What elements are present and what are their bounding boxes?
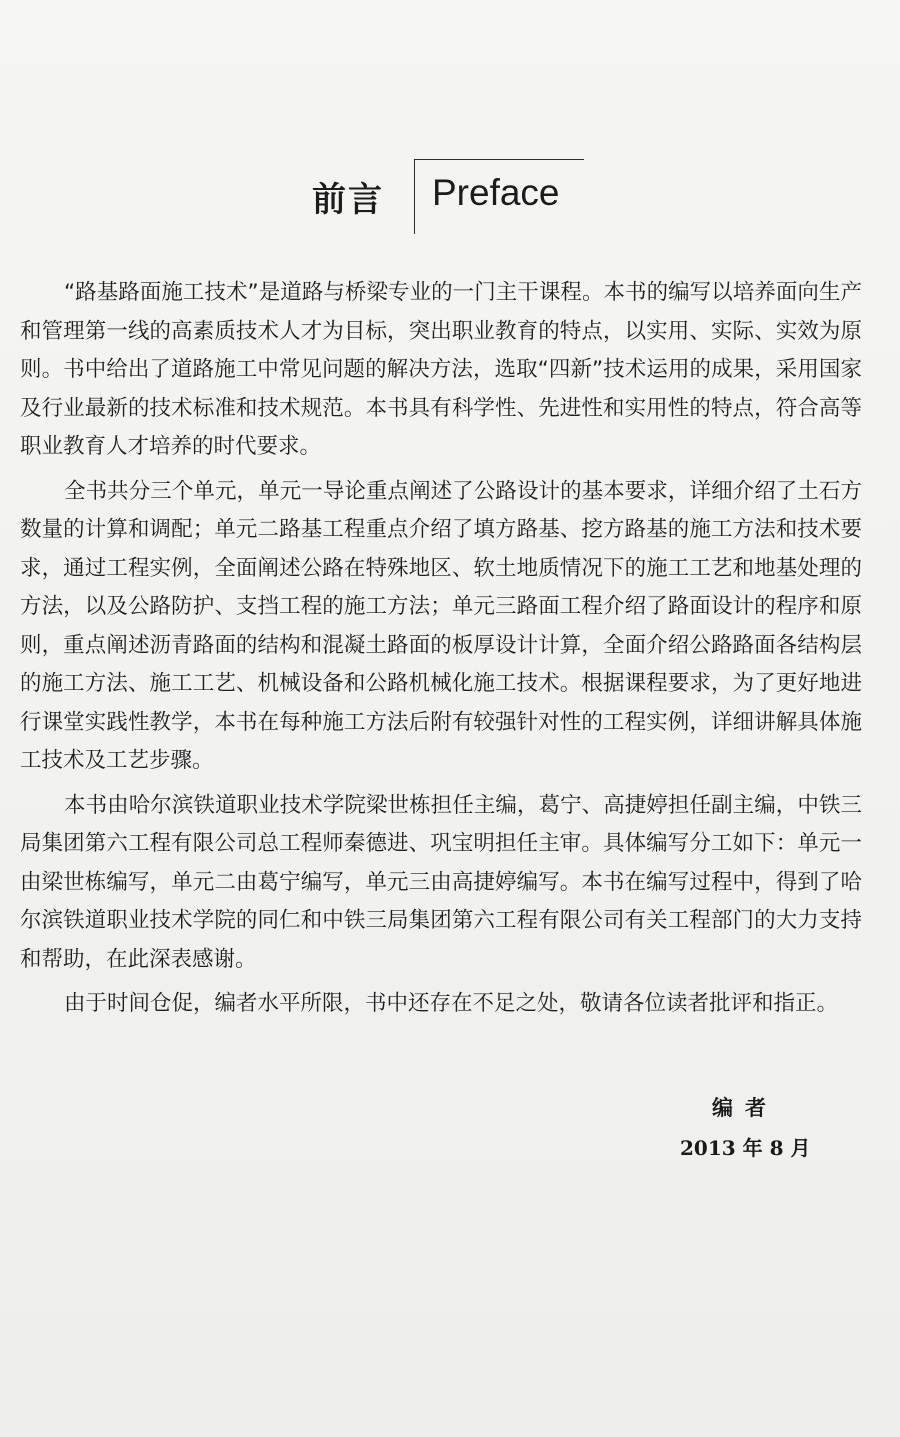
preface-body (20, 274, 862, 1030)
paragraph-authors: 本书由哈尔滨铁道职业技术学院梁世栋担任主编，葛宁、高捷婷担任副主编，中铁三局集团第六工程有限公司总工程师秦德进、巩宝明担任主审。具体编写分工如下：单元一由梁世栋编写，单元二由葛宁编写，单元三由高捷婷编写。本书在编写过程中，得到了哈尔滨铁道职业技术学院的同仁和中铁三局集团第六工程有限公司有关工程部门的大力支持和帮助，在此深表感谢。 (20, 792, 862, 972)
page-title-chinese: 前言 (312, 179, 384, 220)
paragraph-closing: 由于时间仓促，编者水平所限，书中还存在不足之处，敬请各位读者批评和指正。 (64, 991, 839, 1016)
paragraph-intro: “路基路面施工技术”是道路与桥梁专业的一门主干课程。本书的编写以培养面向生产和管理第一线的高素质技术人才为目标，突出职业教育的特点，以实用、实际、实效为原则。书中给出了道路施工中常见问题的解决方法，选取“四新”技术运用的成果，采用国家及行业最新的技术标准和技术规范。本书具有科学性、先进性和实用性的特点，符合高等职业教育人才培养的时代要求。 (20, 280, 862, 459)
paragraph-structure: 全书共分三个单元，单元一导论重点阐述了公路设计的基本要求，详细介绍了土石方数量的计算和调配；单元二路基工程重点介绍了填方路基、挖方路基的施工方法和技术要求，通过工程实例，全面阐述公路在特殊地区、软土地质情况下的施工工艺和地基处理的方法，以及公路防护、支挡工程的施工方法；单元三路面工程介绍了路面设计的程序和原则，重点阐述沥青路面的结构和混凝土路面的板厚设计计算，全面介绍公路路面各结构层的施工方法、施工工艺、机械设备和公路机械化施工技术。根据课程要求，为了更好地进行课堂实践性教学，本书在每种施工方法后附有较强针对性的工程实例，详细讲解具体施工技术及工艺步骤。 (20, 478, 862, 773)
page-heading (312, 170, 384, 222)
signature-author: 编者 (712, 1095, 778, 1120)
heading-divider (414, 160, 415, 234)
signature-date: 2013 年 8 月 (680, 1136, 811, 1160)
page-title-english: Preface (432, 172, 560, 213)
heading-top-rule (414, 159, 584, 160)
